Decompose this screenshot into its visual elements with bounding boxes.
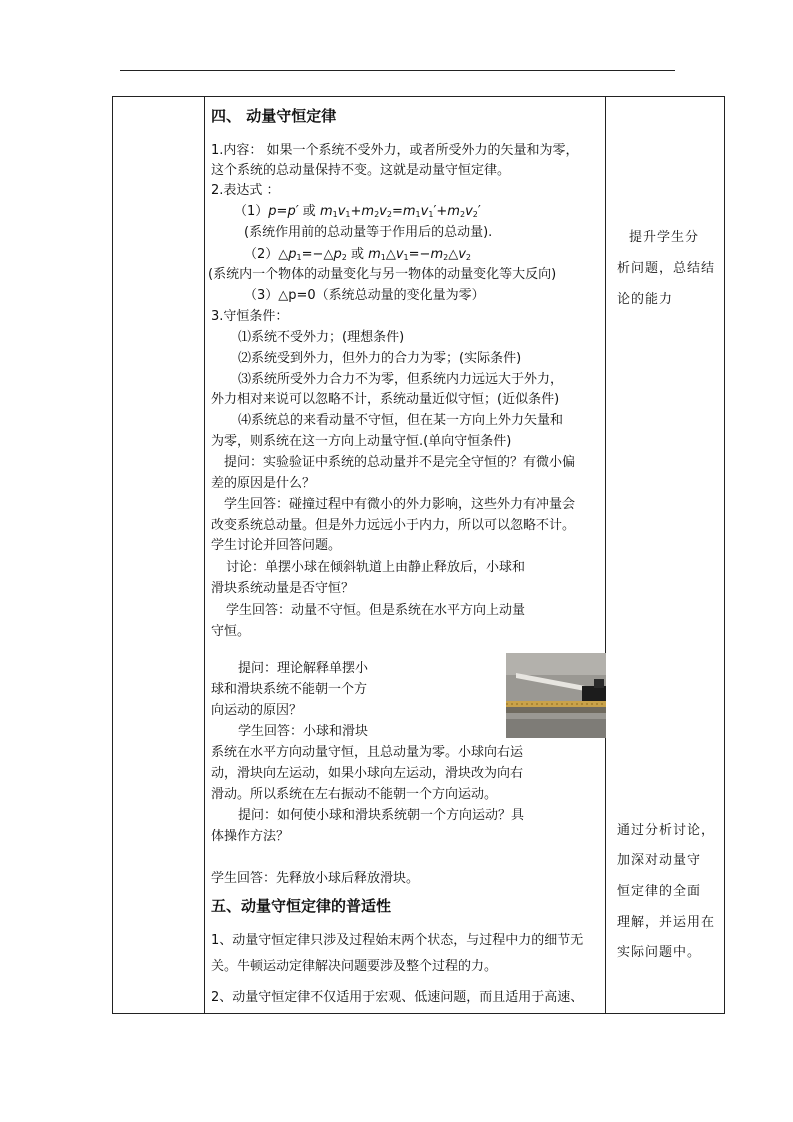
cond-line: 外力相对来说可以忽略不计，系统动量近似守恒；(近似条件): [211, 392, 560, 407]
content-line: 1.内容： 如果一个系统不受外力，或者所受外力的矢量和为零，: [211, 143, 579, 158]
content-line: 2、动量守恒定律不仅适用于宏观、低速问题，而且适用于高速、: [211, 990, 584, 1005]
side-note-line: 论的能力: [617, 292, 674, 307]
side-note-line: 提升学生分: [629, 230, 700, 245]
question-line: 提问：实验验证中系统的总动量并不是完全守恒的？有微小偏: [224, 455, 576, 470]
side-notes-cell: [607, 97, 724, 1013]
answer-line: 系统在水平方向动量守恒，且总动量为零。小球向右运: [211, 745, 524, 760]
pendulum-slider-photo: [506, 653, 606, 738]
cond-line: ⑶系统所受外力合力不为零，但系统内力远远大于外力，: [238, 372, 564, 387]
cond-line: ⑵系统受到外力，但外力的合力为零；(实际条件): [238, 351, 522, 366]
answer-line: 改变系统总动量。但是外力远远小于内力，所以可以忽略不计。: [211, 518, 576, 533]
cond-title: 3.守恒条件：: [211, 309, 289, 324]
question-line: 提问：如何使小球和滑块系统朝一个方向运动？具: [238, 808, 525, 823]
section4-heading: 四、 动量守恒定律: [211, 107, 337, 125]
answer-line: 学生回答：动量不守恒。但是系统在水平方向上动量: [226, 603, 526, 618]
question-line: 提问：理论解释单摆小: [238, 661, 369, 676]
formula-3: （3）△p=0（系统总动量的变化量为零）: [244, 288, 485, 303]
question-line: 球和滑块系统不能朝一个方: [211, 682, 368, 697]
cond-line: ⑷系统总的来看动量不守恒，但在某一方向上外力矢量和: [238, 413, 564, 428]
formula-note: (系统内一个物体的动量变化与另一物体的动量变化等大反向): [208, 267, 557, 282]
section5-heading: 五、动量守恒定律的普适性: [211, 897, 392, 915]
lesson-table: [112, 96, 725, 1014]
side-note-line: 理解，并运用在: [617, 915, 716, 930]
content-line: 这个系统的总动量保持不变。这就是动量守恒定律。: [211, 163, 511, 178]
cond-line: ⑴系统不受外力；(理想条件): [238, 330, 405, 345]
content-cell: [206, 97, 606, 1013]
answer-line: 滑动。所以系统在左右振动不能朝一个方向运动。: [211, 787, 498, 802]
side-note-line: 析问题，总结结: [617, 261, 716, 276]
column-divider-left: [204, 97, 205, 1013]
discussion-line: 讨论：单摆小球在倾斜轨道上由静止释放后，小球和: [226, 560, 526, 575]
header-rule: [120, 70, 675, 71]
discussion-line: 滑块系统动量是否守恒？: [211, 581, 355, 596]
answer-line: 动，滑块向左运动，如果小球向左运动，滑块改为向右: [211, 766, 524, 781]
answer-line: 学生回答：碰撞过程中有微小的外力影响，这些外力有冲量会: [224, 497, 576, 512]
side-note-line: 通过分析讨论，: [617, 823, 716, 838]
question-line: 向运动的原因？: [211, 703, 303, 718]
side-note-line: 实际问题中。: [617, 945, 702, 960]
answer-line: 守恒。: [211, 624, 251, 639]
answer-line: 学生回答：小球和滑块: [238, 724, 369, 739]
content-line: 关。牛顿运动定律解决问题要涉及整个过程的力。: [211, 959, 498, 974]
pendulum-slider-illustration: [506, 653, 606, 738]
expr-title: 2.表达式 ：: [211, 183, 280, 198]
side-note-line: 恒定律的全面: [617, 884, 702, 899]
formula-2: $(2)\triangle p_1=-\triangle p_2$ 或 $m_1\triangle v_1=-m_2\triangle v_2$: [244, 247, 472, 262]
formula-1: （1）p=p′ 或 $m_1v_1+m_2v_2=m_1v_1'+m_2v_2'$: [234, 204, 481, 219]
content-line: 1、动量守恒定律只涉及过程始末两个状态，与过程中力的细节无: [211, 933, 584, 948]
formula-note: (系统作用前的总动量等于作用后的总动量).: [244, 225, 493, 240]
question-line: 差的原因是什么？: [211, 476, 316, 491]
cond-line: 为零，则系统在这一方向上动量守恒.(单向守恒条件): [211, 434, 512, 449]
question-line: 体操作方法？: [211, 829, 290, 844]
side-note-line: 加深对动量守: [617, 853, 702, 868]
answer-line: 学生回答：先释放小球后释放滑块。: [211, 871, 420, 886]
answer-line: 学生讨论并回答问题。: [211, 538, 342, 553]
